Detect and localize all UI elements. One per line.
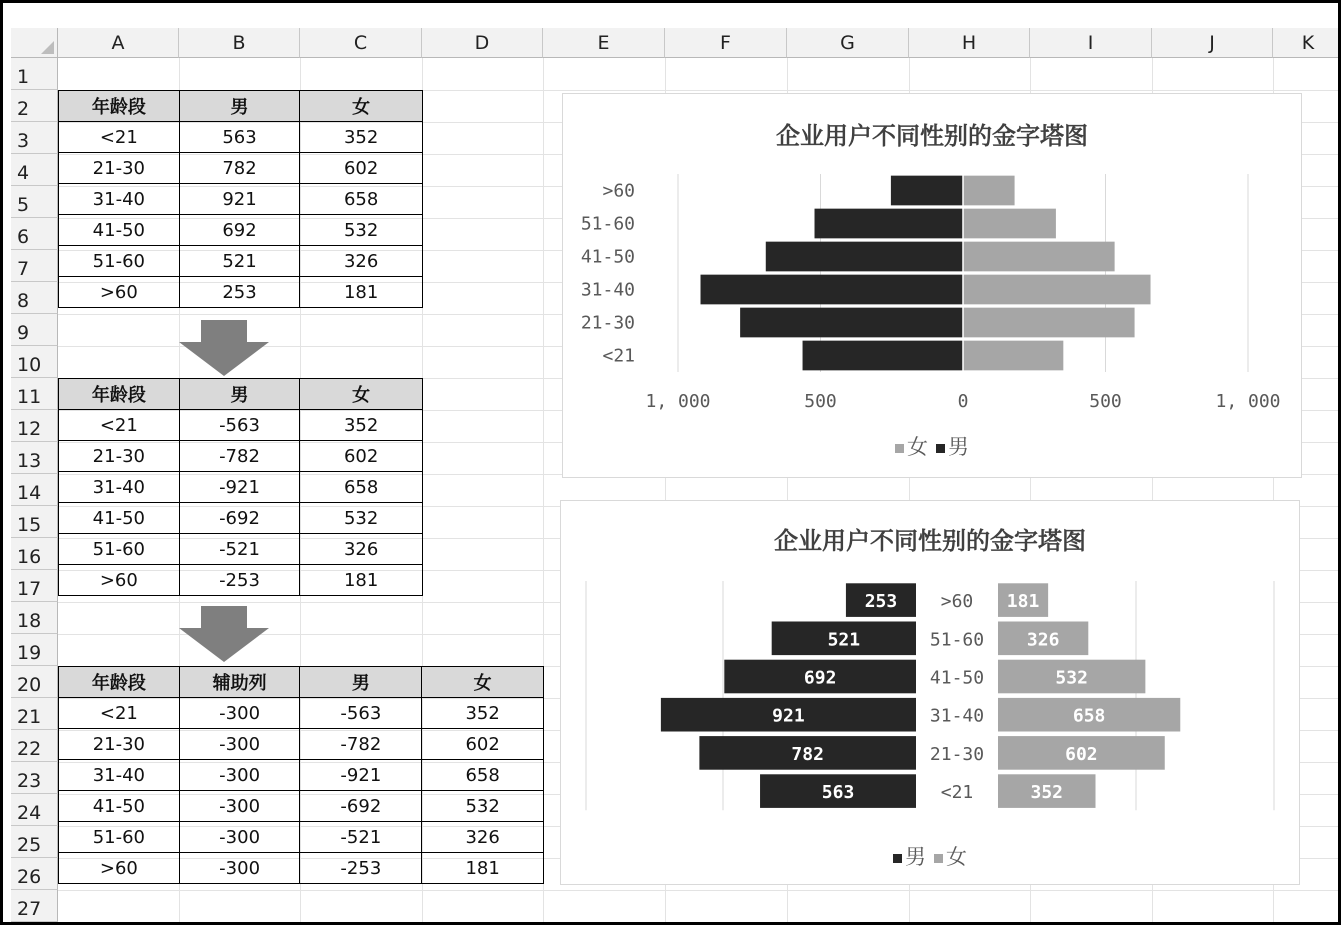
legend-item-male <box>893 841 926 871</box>
header-cell[interactable]: 男 <box>179 379 300 410</box>
data-label: 782 <box>791 743 824 765</box>
row-header-21[interactable]: 21 <box>11 698 58 730</box>
row-header-27[interactable]: 27 <box>11 890 58 922</box>
column-header-E[interactable]: E <box>543 28 665 58</box>
row-header-24[interactable]: 24 <box>11 794 58 826</box>
row-header-10[interactable]: 10 <box>11 346 58 378</box>
header-cell[interactable]: 辅助列 <box>179 667 300 698</box>
chart-plot-area <box>563 94 1303 434</box>
column-header-H[interactable]: H <box>909 28 1030 58</box>
data-label: 921 <box>772 705 805 727</box>
table-cell[interactable]: -692 <box>179 503 300 534</box>
row-header-12[interactable]: 12 <box>11 410 58 442</box>
legend-swatch-male <box>893 854 902 863</box>
table-cell[interactable]: -300 <box>179 729 300 760</box>
legend-item-female <box>934 841 967 871</box>
table-cell[interactable]: -521 <box>179 534 300 565</box>
chart-title: 企业用户不同性别的金字塔图 <box>776 121 1088 150</box>
legend-label: 女 <box>946 845 967 869</box>
table-cell[interactable]: 326 <box>422 822 544 853</box>
table-row <box>59 729 544 760</box>
chart-legend[interactable] <box>563 431 1301 461</box>
table-cell[interactable]: 21-30 <box>59 153 180 184</box>
table-cell[interactable]: -300 <box>179 853 300 884</box>
row-header-3[interactable]: 3 <box>11 122 58 154</box>
tick-label: 1, 000 <box>1215 391 1281 412</box>
pyramid-chart-1[interactable] <box>562 93 1302 478</box>
table-header-row <box>59 667 544 698</box>
female-bar <box>963 308 1135 338</box>
table-cell[interactable]: -300 <box>179 791 300 822</box>
table-cell[interactable]: 658 <box>422 760 544 791</box>
male-bar <box>701 275 963 305</box>
table-row <box>59 246 423 277</box>
table-cell[interactable]: 41-50 <box>59 503 180 534</box>
table-header-row <box>59 379 423 410</box>
category-label: 41-50 <box>929 667 985 689</box>
legend-swatch-female <box>895 444 904 453</box>
chart-legend[interactable] <box>561 841 1299 871</box>
legend-label: 女 <box>907 435 928 459</box>
data-label: 326 <box>1026 629 1060 651</box>
column-header-C[interactable]: C <box>300 28 422 58</box>
table-cell[interactable]: 21-30 <box>59 441 180 472</box>
table-cell[interactable]: 532 <box>422 791 544 822</box>
table-row <box>59 760 544 791</box>
source-data-table <box>58 90 423 308</box>
row-header-22[interactable]: 22 <box>11 730 58 762</box>
data-label: 563 <box>821 782 855 804</box>
header-cell[interactable]: 男 <box>300 667 422 698</box>
table-cell[interactable]: 181 <box>422 853 544 884</box>
row-header-15[interactable]: 15 <box>11 506 58 538</box>
table-cell[interactable]: 41-50 <box>59 215 180 246</box>
data-label: 532 <box>1055 667 1088 689</box>
table-cell[interactable]: 51-60 <box>59 822 180 853</box>
table-cell[interactable]: -782 <box>300 729 422 760</box>
legend-item-female <box>895 431 928 461</box>
header-cell[interactable]: 女 <box>300 91 423 122</box>
table-row <box>59 822 544 853</box>
row-header-19[interactable]: 19 <box>11 634 58 666</box>
chart-plot-area <box>561 501 1301 841</box>
table-cell[interactable]: 563 <box>179 122 300 153</box>
table-cell[interactable]: -692 <box>300 791 422 822</box>
table-cell[interactable]: >60 <box>59 565 180 596</box>
table-cell[interactable]: 253 <box>179 277 300 308</box>
category-label: 21-30 <box>929 743 985 765</box>
helper-column-table <box>58 666 544 884</box>
table-row <box>59 791 544 822</box>
table-cell[interactable]: -782 <box>179 441 300 472</box>
header-cell[interactable]: 年龄段 <box>59 91 180 122</box>
row-header-9[interactable]: 9 <box>11 314 58 346</box>
table-cell[interactable]: -521 <box>300 822 422 853</box>
row-header-13[interactable]: 13 <box>11 442 58 474</box>
table-cell[interactable]: 51-60 <box>59 534 180 565</box>
female-bar <box>963 242 1115 272</box>
legend-swatch-female <box>934 854 943 863</box>
column-header-F[interactable]: F <box>665 28 787 58</box>
data-label: 181 <box>1006 591 1040 613</box>
row-header-20[interactable]: 20 <box>11 666 58 698</box>
table-cell[interactable]: -563 <box>179 410 300 441</box>
row-header-5[interactable]: 5 <box>11 186 58 218</box>
table-cell[interactable]: 921 <box>179 184 300 215</box>
table-cell[interactable]: 326 <box>300 246 423 277</box>
category-label: <21 <box>602 345 635 367</box>
table-row <box>59 122 423 153</box>
category-label: <21 <box>940 782 974 804</box>
row-header-7[interactable]: 7 <box>11 250 58 282</box>
data-label: 658 <box>1072 705 1106 727</box>
female-bar <box>963 341 1063 371</box>
table-row <box>59 853 544 884</box>
row-header-8[interactable]: 8 <box>11 282 58 314</box>
female-bar <box>963 176 1015 206</box>
category-label: 41-50 <box>580 246 635 268</box>
table-row <box>59 503 423 534</box>
legend-item-male <box>936 431 969 461</box>
data-label: 352 <box>1030 782 1064 804</box>
table-cell[interactable]: 352 <box>300 410 423 441</box>
select-all-triangle-icon <box>41 41 54 54</box>
table-cell[interactable]: >60 <box>59 853 180 884</box>
table-row <box>59 410 423 441</box>
data-label: 692 <box>803 667 837 689</box>
data-label: 521 <box>827 629 861 651</box>
header-cell[interactable]: 年龄段 <box>59 667 180 698</box>
table-cell[interactable]: -921 <box>300 760 422 791</box>
column-header-B[interactable]: B <box>179 28 300 58</box>
data-label: 602 <box>1065 743 1098 765</box>
chart-title: 企业用户不同性别的金字塔图 <box>774 526 1086 555</box>
table-row <box>59 565 423 596</box>
negative-male-table <box>58 378 423 596</box>
category-label: 31-40 <box>929 705 985 727</box>
female-bar <box>963 209 1056 239</box>
table-row <box>59 184 423 215</box>
table-cell[interactable]: 51-60 <box>59 246 180 277</box>
pyramid-chart-2[interactable] <box>560 500 1300 885</box>
table-cell[interactable]: <21 <box>59 698 180 729</box>
category-label: 31-40 <box>580 279 635 301</box>
row-header-11[interactable]: 11 <box>11 378 58 410</box>
table-row <box>59 153 423 184</box>
header-cell[interactable]: 女 <box>422 667 544 698</box>
column-header-K[interactable]: K <box>1273 28 1341 58</box>
category-label: >60 <box>602 180 635 202</box>
select-all-corner[interactable] <box>11 28 58 58</box>
table-cell[interactable]: 352 <box>422 698 544 729</box>
table-cell[interactable]: 31-40 <box>59 760 180 791</box>
row-header-17[interactable]: 17 <box>11 570 58 602</box>
male-bar <box>766 242 963 272</box>
table-cell[interactable]: -300 <box>179 698 300 729</box>
table-cell[interactable]: 31-40 <box>59 184 180 215</box>
table-cell[interactable]: 41-50 <box>59 791 180 822</box>
table-cell[interactable]: -563 <box>300 698 422 729</box>
legend-label: 男 <box>948 435 969 459</box>
table-row <box>59 215 423 246</box>
table-cell[interactable]: 782 <box>179 153 300 184</box>
row-header-25[interactable]: 25 <box>11 826 58 858</box>
tick-label: 500 <box>804 391 837 412</box>
down-arrow-icon <box>179 320 269 376</box>
column-header-J[interactable]: J <box>1152 28 1273 58</box>
table-cell[interactable]: 658 <box>300 472 423 503</box>
category-label: 51-60 <box>580 213 635 235</box>
header-cell[interactable]: 男 <box>179 91 300 122</box>
table-cell[interactable]: -253 <box>179 565 300 596</box>
down-arrow-shape <box>179 320 269 376</box>
table-cell[interactable]: 602 <box>300 441 423 472</box>
header-cell[interactable]: 女 <box>300 379 423 410</box>
table-cell[interactable]: 658 <box>300 184 423 215</box>
table-cell[interactable]: 692 <box>179 215 300 246</box>
tick-label: 0 <box>957 391 969 412</box>
female-bar <box>963 275 1151 305</box>
legend-swatch-male <box>936 444 945 453</box>
table-cell[interactable]: 532 <box>300 503 423 534</box>
male-bar <box>803 341 963 371</box>
gridline <box>58 890 1341 891</box>
table-cell[interactable]: 532 <box>300 215 423 246</box>
table-cell[interactable]: 602 <box>300 153 423 184</box>
table-cell[interactable]: 602 <box>422 729 544 760</box>
table-cell[interactable]: 352 <box>300 122 423 153</box>
table-cell[interactable]: 21-30 <box>59 729 180 760</box>
category-label: 21-30 <box>580 312 635 334</box>
column-header-A[interactable]: A <box>58 28 179 58</box>
table-cell[interactable]: 181 <box>300 277 423 308</box>
table-header-row <box>59 91 423 122</box>
table-row <box>59 472 423 503</box>
row-header-6[interactable]: 6 <box>11 218 58 250</box>
table-cell[interactable]: -253 <box>300 853 422 884</box>
row-header-14[interactable]: 14 <box>11 474 58 506</box>
row-header-1[interactable]: 1 <box>11 58 58 90</box>
row-header-23[interactable]: 23 <box>11 762 58 794</box>
table-cell[interactable]: >60 <box>59 277 180 308</box>
row-header-2[interactable]: 2 <box>11 90 58 122</box>
table-cell[interactable]: 521 <box>179 246 300 277</box>
row-header-26[interactable]: 26 <box>11 858 58 890</box>
column-header-D[interactable]: D <box>422 28 543 58</box>
data-label: 253 <box>864 591 898 613</box>
column-header-I[interactable]: I <box>1030 28 1152 58</box>
table-row <box>59 277 423 308</box>
table-row <box>59 534 423 565</box>
row-header-4[interactable]: 4 <box>11 154 58 186</box>
table-cell[interactable]: 31-40 <box>59 472 180 503</box>
tick-label: 500 <box>1089 391 1122 412</box>
table-row <box>59 698 544 729</box>
table-cell[interactable]: 181 <box>300 565 423 596</box>
row-header-18[interactable]: 18 <box>11 602 58 634</box>
down-arrow-icon <box>179 606 269 662</box>
table-row <box>59 441 423 472</box>
male-bar <box>815 209 963 239</box>
male-bar <box>891 176 963 206</box>
row-header-16[interactable]: 16 <box>11 538 58 570</box>
category-label: >60 <box>940 591 974 613</box>
table-cell[interactable]: <21 <box>59 410 180 441</box>
table-cell[interactable]: -300 <box>179 760 300 791</box>
table-cell[interactable]: -921 <box>179 472 300 503</box>
table-cell[interactable]: -300 <box>179 822 300 853</box>
down-arrow-shape <box>179 606 269 662</box>
table-cell[interactable]: 326 <box>300 534 423 565</box>
header-cell[interactable]: 年龄段 <box>59 379 180 410</box>
table-cell[interactable]: <21 <box>59 122 180 153</box>
category-label: 51-60 <box>929 629 985 651</box>
male-bar <box>740 308 963 338</box>
column-header-G[interactable]: G <box>787 28 909 58</box>
tick-label: 1, 000 <box>645 391 711 412</box>
legend-label: 男 <box>905 845 926 869</box>
